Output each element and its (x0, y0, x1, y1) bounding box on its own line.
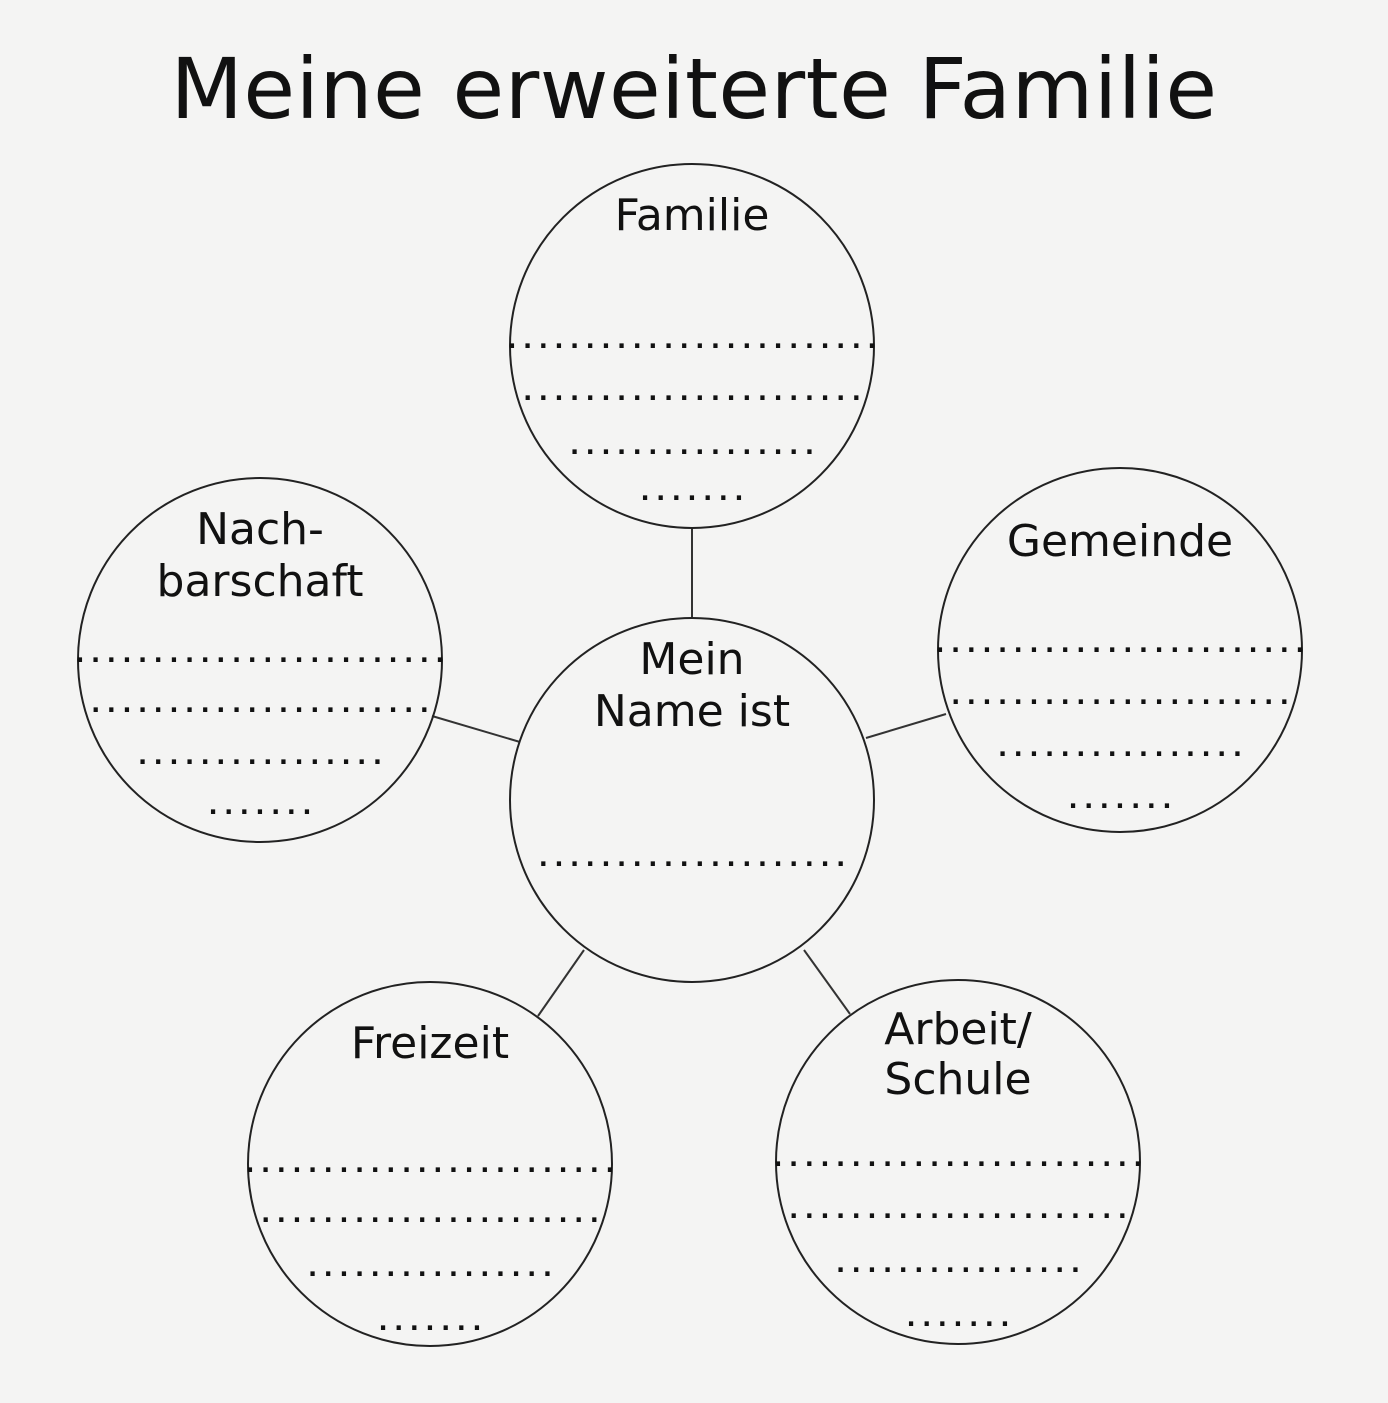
connector-gemeinde (866, 714, 946, 738)
answer-line-2[interactable]: ...................... (257, 1199, 603, 1229)
node-center (510, 618, 874, 982)
node-center-label-line1: Mein (639, 634, 745, 685)
node-familie (504, 164, 880, 528)
node-center-label-line2: Name ist (593, 686, 791, 737)
answer-line-3[interactable]: ................ (994, 733, 1246, 763)
answer-line-3[interactable]: ................ (566, 431, 818, 461)
node-freizeit (242, 982, 618, 1346)
name-answer-line[interactable]: .................... (535, 843, 849, 873)
page-title: Meine erweiterte Familie (170, 40, 1218, 138)
answer-line-2[interactable]: ...................... (87, 689, 433, 719)
answer-line-4[interactable]: ....... (205, 791, 315, 821)
answer-line-3[interactable]: ................ (304, 1253, 556, 1283)
answer-line-4[interactable]: ....... (375, 1307, 485, 1337)
node-arbeit-schule (770, 980, 1146, 1344)
connector-arbeit-schule (804, 950, 850, 1014)
node-gemeinde-label: Gemeinde (1006, 516, 1234, 567)
answer-line-2[interactable]: ...................... (519, 377, 865, 407)
answer-line-1[interactable]: ........................ (242, 1149, 618, 1179)
answer-line-1[interactable]: ........................ (770, 1143, 1146, 1173)
connector-freizeit (538, 950, 584, 1016)
answer-line-4[interactable]: ....... (903, 1303, 1013, 1333)
node-nachbarschaft (72, 478, 448, 842)
answer-line-2[interactable]: ...................... (947, 681, 1293, 711)
answer-line-1[interactable]: ........................ (72, 639, 448, 669)
answer-line-3[interactable]: ................ (134, 741, 386, 771)
node-nachbarschaft-label-line2: barschaft (156, 556, 364, 607)
answer-line-2[interactable]: ...................... (785, 1195, 1131, 1225)
node-arbeit-schule-label-line1: Arbeit/ (884, 1004, 1032, 1055)
answer-line-3[interactable]: ................ (832, 1249, 1084, 1279)
node-gemeinde (932, 468, 1308, 832)
answer-line-4[interactable]: ....... (637, 477, 747, 507)
answer-line-1[interactable]: ........................ (504, 325, 880, 355)
node-arbeit-schule-label-line2: Schule (884, 1054, 1032, 1105)
node-familie-label: Familie (614, 190, 770, 241)
node-freizeit-label: Freizeit (350, 1018, 510, 1069)
connector-nachbarschaft (432, 716, 520, 742)
answer-line-4[interactable]: ....... (1065, 785, 1175, 815)
node-nachbarschaft-label-line1: Nach- (196, 504, 324, 555)
answer-line-1[interactable]: ........................ (932, 629, 1308, 659)
